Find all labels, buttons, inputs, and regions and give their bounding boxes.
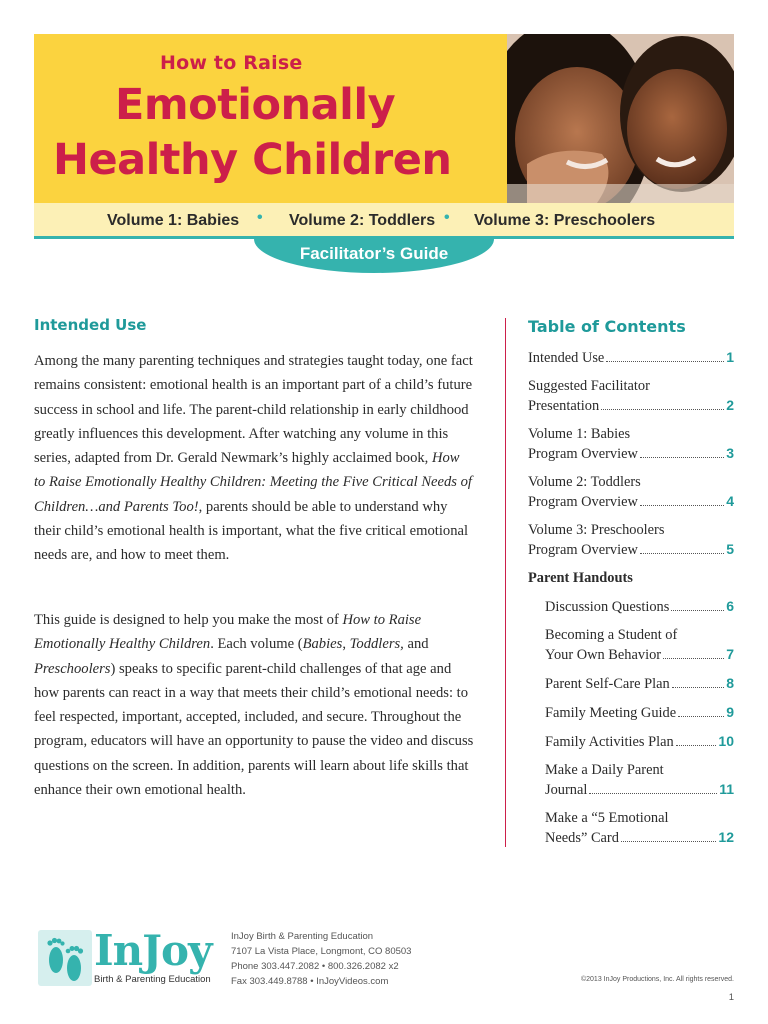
toc-page-number: 9: [726, 704, 734, 720]
title-line-2: Healthy Children: [53, 135, 452, 185]
dot-leader: [589, 793, 717, 794]
contact-address: [231, 929, 411, 989]
toc-page-number: 5: [726, 541, 734, 557]
dot-leader: [672, 687, 725, 688]
facilitators-guide-tab: [254, 239, 494, 273]
separator-dot: •: [444, 209, 450, 226]
text-run: . Each volume (: [210, 636, 303, 653]
toc-title: Journal: [545, 782, 588, 798]
book-title: How to Raise Emotionally Healthy Children: Meeting the Five Critical Needs of Children…and Parents Too!: [34, 450, 472, 515]
photo-illustration: [507, 34, 734, 203]
toc-section-parent-handouts: Parent Handouts: [528, 570, 633, 586]
copyright-notice: ©2013 InJoy Productions, Inc. All rights reserved.: [580, 976, 734, 983]
toc-page-number: 3: [726, 445, 734, 461]
toc-title: Your Own Behavior: [545, 647, 662, 663]
toc-title: Family Meeting Guide: [545, 705, 677, 721]
toc-page-number: 7: [726, 646, 734, 662]
logo-wordmark: InJoy: [94, 926, 212, 975]
dot-leader: [676, 745, 717, 746]
toc-item-student-of-behavior[interactable]: [528, 626, 734, 665]
toc-page-number: 4: [726, 493, 734, 509]
toc-page-number: 12: [718, 829, 734, 845]
address-line: Fax 303.449.8788 • InJoyVideos.com: [231, 976, 389, 987]
toc-page-number: 6: [726, 598, 734, 614]
table-of-contents: [528, 348, 734, 857]
volume-name: Babies: [302, 636, 343, 653]
toc-item-discussion-questions[interactable]: [528, 597, 734, 617]
toc-item-intended-use[interactable]: [528, 348, 734, 368]
volume-name: Preschoolers: [34, 660, 111, 677]
toc-title-line: Volume 3: Preschoolers: [528, 522, 665, 538]
toc-title: Program Overview: [528, 494, 638, 510]
text-run: ,: [342, 636, 350, 653]
footprints-icon: [38, 930, 92, 986]
toc-title-line: Becoming a Student of: [545, 627, 678, 643]
dot-leader: [671, 610, 724, 611]
address-line: InJoy Birth & Parenting Education: [231, 931, 374, 942]
text-run: Among the many parenting techniques and strategies taught today, one fact remains consistent: emotional health is an important part of a child’s future success in school and life. The parent-child relationship in early childhood greatly influences this development. After watching any volume in this series, adapted from Dr. Gerald Newmark’s highly acclaimed book,: [34, 353, 473, 467]
toc-item-volume-3[interactable]: [528, 521, 734, 560]
text-run: and: [403, 636, 429, 653]
toc-title: Program Overview: [528, 542, 638, 558]
toc-title-line: Suggested Facilitator: [528, 378, 650, 394]
toc-page-number: 2: [726, 397, 734, 413]
volume-2-label: Volume 2: Toddlers: [289, 212, 436, 229]
column-divider: [505, 318, 506, 847]
intended-use-paragraph-1: [34, 349, 474, 568]
dot-leader: [640, 505, 724, 506]
toc-title: Discussion Questions: [545, 599, 670, 615]
toc-page-number: 11: [719, 781, 734, 797]
toc-title-line: Make a Daily Parent: [545, 762, 664, 778]
toc-item-daily-parent-journal[interactable]: [528, 761, 734, 800]
toc-item-family-activities-plan[interactable]: [528, 732, 734, 752]
toc-title-line: Make a “5 Emotional: [545, 810, 669, 826]
dot-leader: [640, 553, 724, 554]
page-number: 1: [728, 992, 734, 1003]
dot-leader: [606, 361, 724, 362]
dot-leader: [678, 716, 724, 717]
toc-item-self-care-plan[interactable]: [528, 674, 734, 694]
toc-item-emotional-needs-card[interactable]: [528, 809, 734, 848]
text-run: , parents should be able to understand why their child’s emotional health is important, what the five critical emotional needs are, and how to meet them.: [34, 498, 469, 564]
program-title: How to Raise Emotionally Healthy Children: [34, 612, 422, 653]
toc-page-number: 10: [718, 733, 734, 749]
toc-title: Parent Self-Care Plan: [545, 676, 670, 692]
toc-page-number: 8: [726, 675, 734, 691]
toc-heading: Table of Contents: [528, 317, 686, 336]
toc-item-family-meeting-guide[interactable]: [528, 703, 734, 723]
intended-use-heading: Intended Use: [34, 316, 147, 334]
dot-leader: [640, 457, 724, 458]
injoy-logo: [38, 926, 218, 986]
toc-title: Family Activities Plan: [545, 734, 674, 750]
address-line: Phone 303.447.2082 • 800.326.2082 x2: [231, 961, 399, 972]
volume-bar: [34, 203, 734, 239]
toc-title-line: Volume 2: Toddlers: [528, 474, 641, 490]
volume-1-label: Volume 1: Babies: [107, 212, 240, 229]
dot-leader: [621, 841, 717, 842]
guide-label: Facilitator’s Guide: [299, 244, 449, 263]
toc-title: Needs” Card: [545, 830, 619, 846]
volume-name: Toddlers,: [349, 636, 404, 653]
toc-title: Presentation: [528, 398, 600, 414]
toc-item-volume-1[interactable]: [528, 425, 734, 464]
text-run: This guide is designed to help you make the most of: [34, 612, 343, 628]
toc-page-number: 1: [726, 349, 734, 365]
toc-title-line: Volume 1: Babies: [528, 426, 631, 442]
title-line-1: Emotionally: [115, 80, 396, 130]
dot-leader: [663, 658, 724, 659]
title-kicker: How to Raise: [160, 52, 303, 74]
toc-title: Program Overview: [528, 446, 638, 462]
volume-3-label: Volume 3: Preschoolers: [474, 212, 656, 229]
intended-use-paragraph-2: [34, 608, 474, 802]
address-line: 7107 La Vista Place, Longmont, CO 80503: [231, 946, 412, 957]
dot-leader: [601, 409, 724, 410]
mother-child-photo: [507, 34, 734, 203]
toc-title: Intended Use: [528, 350, 605, 366]
text-run: ) speaks to specific parent-child challenges of that age and how parents can react in a way that meets their child’s emotional needs: to feel respected, important, accepted, included, and secure. Throughout the program, educators will have an opportunity to pause the video and discuss questions on the screen. In addition, parents will learn about life skills that enhance their own emotional health.: [34, 660, 474, 799]
separator-dot: •: [257, 209, 263, 226]
toc-item-facilitator-presentation[interactable]: [528, 377, 734, 416]
logo-tagline: Birth & Parenting Education: [94, 974, 211, 985]
toc-item-volume-2[interactable]: [528, 473, 734, 512]
